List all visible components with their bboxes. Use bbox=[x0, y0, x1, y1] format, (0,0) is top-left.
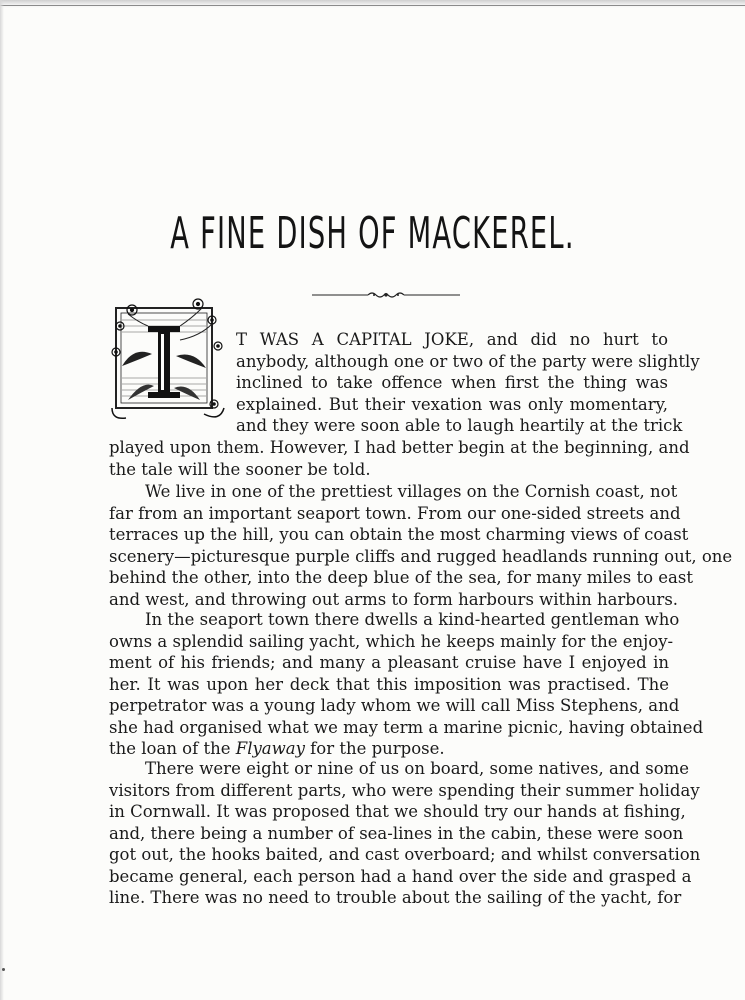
text-line: inclined to take offence when first the thing was bbox=[236, 373, 668, 392]
text-line: the tale will the sooner be told. bbox=[109, 459, 371, 479]
text-line: terraces up the hill, you can obtain the most charming views of coast bbox=[109, 525, 689, 544]
text-line: owns a splendid sailing yacht, which he keeps mainly for the enjoy- bbox=[109, 631, 674, 651]
text-line: explained. But their vexation was only momentary, bbox=[236, 394, 668, 414]
paragraph-continuation bbox=[109, 437, 690, 480]
text-line: T WAS A CAPITAL JOKE, and did no hurt to bbox=[236, 330, 668, 349]
story-title: A FINE DISH OF MACKEREL. bbox=[170, 208, 575, 259]
text-line: her. It was upon her deck that this imposition was practised. The bbox=[109, 674, 669, 694]
text-line bbox=[109, 738, 669, 760]
scan-speck bbox=[2, 968, 5, 971]
text-line: behind the other, into the deep blue of the sea, for many miles to east bbox=[109, 568, 693, 587]
text-fragment: the loan of the bbox=[109, 739, 236, 758]
text-line: anybody, although one or two of the party were slightly bbox=[236, 351, 700, 371]
text-line: played upon them. However, I had better begin at the beginning, and bbox=[109, 438, 690, 457]
text-line: far from an important seaport town. From our one-sided streets and bbox=[109, 503, 681, 523]
text-line: In the seaport town there dwells a kind-hearted gentleman who bbox=[145, 610, 680, 629]
text-line: she had organised what we may term a marine picnic, having obtained bbox=[109, 717, 704, 737]
text-line: became general, each person had a hand over the side and grasped a bbox=[109, 866, 692, 886]
text-line: perpetrator was a young lady whom we will call Miss Stephens, and bbox=[109, 696, 680, 715]
text-fragment: for the purpose. bbox=[304, 739, 445, 758]
text-line: ment of his friends; and many a pleasant cruise have I enjoyed in bbox=[109, 653, 669, 672]
opening-paragraph bbox=[236, 329, 700, 437]
text-line: got out, the hooks baited, and cast overboard; and whilst conversation bbox=[109, 845, 701, 864]
text-line: in Cornwall. It was proposed that we should try our hands at fishing, bbox=[109, 802, 686, 821]
page-top-rule bbox=[0, 5, 745, 6]
text-line: We live in one of the prettiest villages on the Cornish coast, not bbox=[145, 482, 678, 501]
paragraph-fishing bbox=[109, 758, 701, 909]
text-line: line. There was no need to trouble about the sailing of the yacht, for bbox=[109, 888, 682, 907]
yacht-name: Flyaway bbox=[235, 739, 305, 758]
page-top-edge bbox=[0, 0, 745, 8]
text-line: scenery—picturesque purple cliffs and rugged headlands running out, one bbox=[109, 546, 733, 566]
text-line: There were eight or nine of us on board, some natives, and some bbox=[145, 759, 690, 778]
decorated-initial-icon bbox=[108, 296, 228, 424]
text-line: and west, and throwing out arms to form harbours within harbours. bbox=[109, 589, 679, 609]
paragraph-yacht bbox=[109, 609, 704, 760]
text-line: visitors from different parts, who were spending their summer holiday bbox=[109, 780, 700, 800]
paragraph-village bbox=[109, 481, 733, 610]
text-line: and, there being a number of sea-lines in the cabin, these were soon bbox=[109, 823, 684, 843]
text-line: and they were soon able to laugh heartily at the trick bbox=[236, 416, 683, 435]
page-left-shadow bbox=[0, 0, 4, 1000]
ornament-divider-icon bbox=[312, 288, 460, 302]
